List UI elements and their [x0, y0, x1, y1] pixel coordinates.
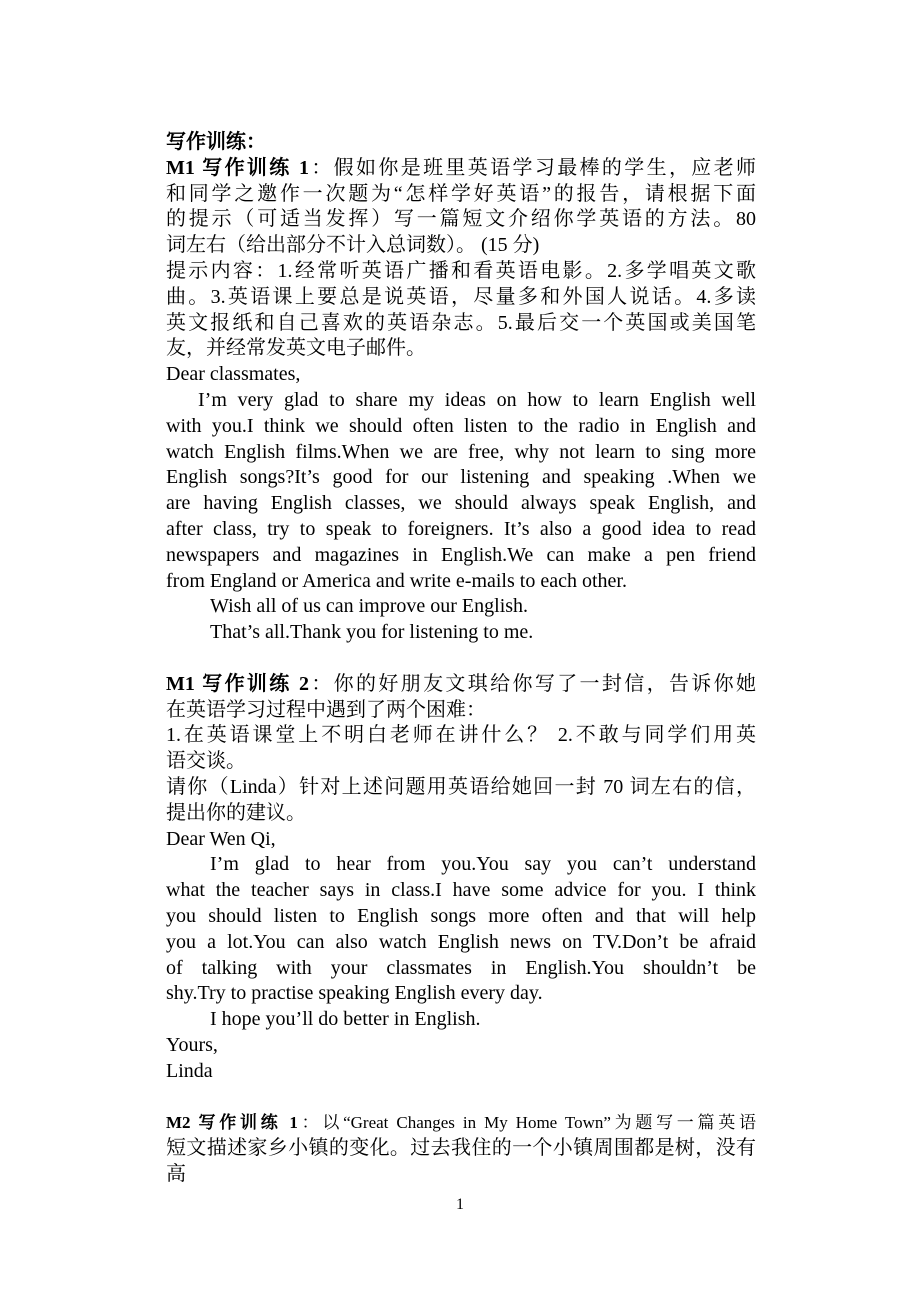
document-page [166, 130, 756, 1188]
task2-body-line-4: you a lot.You can also watch English news on TV.Don’t be afraid [166, 930, 756, 953]
task1-prompt-line-4: 词左右（给出部分不计入总词数）。 (15 分) [166, 234, 540, 257]
task1-hint-line-3: 英文报纸和自己喜欢的英语杂志。5.最后交一个英国或美国笔 [166, 311, 756, 334]
task1-body-line-1: I’m very glad to share my ideas on how to learn English well [198, 388, 756, 411]
task2-closing: I hope you’ll do better in English. [210, 1008, 481, 1031]
task1-prompt-line-3: 的提示（可适当发挥）写一篇短文介绍你学英语的方法。80 [166, 208, 756, 231]
task2-label: M1 写作训练 2 [166, 672, 309, 695]
task1-prompt-line-2: 和同学之邀作一次题为“怎样学好英语”的报告，请根据下面 [166, 182, 756, 205]
task3-prompt-line-2: 短文描述家乡小镇的变化。过去我住的一个小镇周围都是树，没有高 [166, 1137, 756, 1185]
task2-sign-off: Yours, [166, 1033, 218, 1056]
task2-body-line-5: of talking with your classmates in English.You shouldn’t be [166, 956, 756, 979]
spacer [166, 646, 756, 672]
task3-label: M2 写作训练 1 [166, 1113, 298, 1133]
page-number: 1 [456, 1196, 464, 1213]
task1-body-line-4: English songs?It’s good for our listening and speaking .When we [166, 466, 756, 489]
task1-label: M1 写作训练 1 [166, 156, 309, 179]
task1-hint-line-1: 提示内容：1.经常听英语广播和看英语电影。2.多学唱英文歌 [166, 259, 756, 282]
task2-prompt-line-3: 1.在英语课堂上不明白老师在讲什么？ 2.不敢与同学们用英 [166, 724, 756, 747]
task2-prompt-line-1: M1 写作训练 2：你的好朋友文琪给你写了一封信，告诉你她 [166, 672, 756, 695]
task2-signature: Linda [166, 1059, 213, 1082]
task2-prompt-line-4: 语交谈。 [166, 750, 246, 773]
task2-prompt-line-5: 请你（Linda）针对上述问题用英语给她回一封 70 词左右的信， [166, 775, 756, 798]
task1-closing-line-1: Wish all of us can improve our English. [210, 595, 529, 618]
task2-prompt-line-6: 提出你的建议。 [166, 801, 306, 824]
task1-hint-line-4: 友，并经常发英文电子邮件。 [166, 337, 426, 360]
spacer [166, 1084, 756, 1110]
task1-body-line-8: from England or America and write e-mails to each other. [166, 569, 627, 592]
task1-prompt-line-1: M1 写作训练 1：假如你是班里英语学习最棒的学生，应老师 [166, 156, 756, 179]
task2-body-line-2: what the teacher says in class.I have some advice for you. I think [166, 879, 756, 902]
task1-body-line-5: are having English classes, we should always speak English, and [166, 492, 756, 515]
task1-body-line-7: newspapers and magazines in English.We can make a pen friend [166, 543, 756, 566]
task2-body-line-6: shy.Try to practise speaking English every day. [166, 982, 543, 1005]
task1-body-line-2: with you.I think we should often listen to the radio in English and [166, 414, 756, 437]
task2-body-line-3: you should listen to English songs more often and that will help [166, 904, 756, 927]
task2-body-line-1: I’m glad to hear from you.You say you can’t understand [210, 853, 756, 876]
task2-greeting: Dear Wen Qi, [166, 827, 276, 850]
task1-hint-line-2: 曲。3.英语课上要总是说英语，尽量多和外国人说话。4.多读 [166, 285, 756, 308]
task1-closing-line-2: That’s all.Thank you for listening to me. [210, 621, 534, 644]
task1-body-line-3: watch English films.When we are free, why not learn to sing more [166, 440, 756, 463]
task1-body-line-6: after class, try to speak to foreigners. It’s also a good idea to read [166, 517, 756, 540]
task1-greeting: Dear classmates, [166, 363, 301, 386]
task3-prompt-line-1: M2 写作训练 1：以“Great Changes in My Home Town”为题写一篇英语 [166, 1113, 756, 1133]
task2-prompt-line-2: 在英语学习过程中遇到了两个困难： [166, 698, 486, 721]
section-title: 写作训练： [166, 131, 266, 153]
